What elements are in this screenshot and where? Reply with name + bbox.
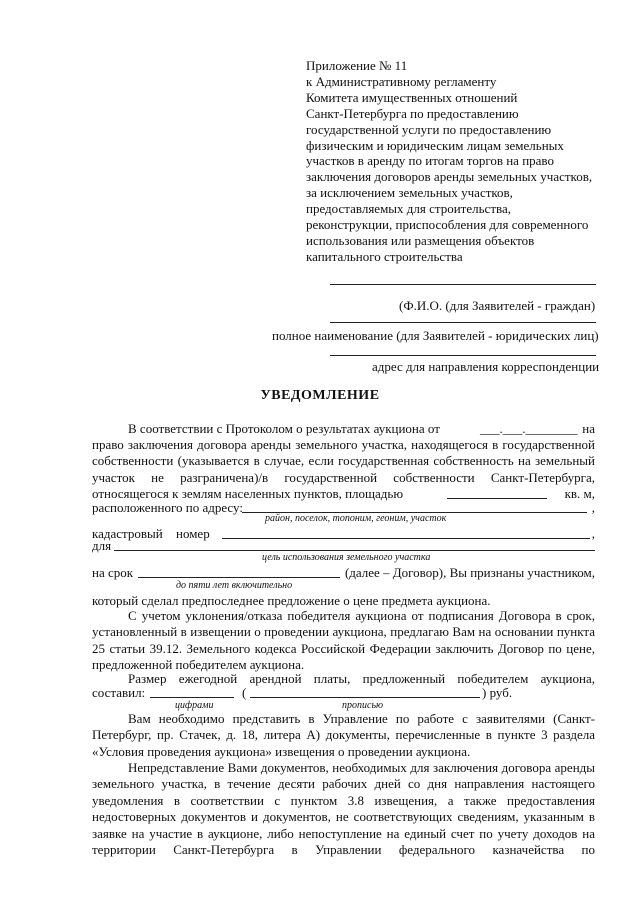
fio-field-line[interactable]	[330, 284, 596, 285]
para5-text: Непредставление Вами документов, необходимых для заключения договора аренды земельного участка, в течение десяти рабочих дней со дня направления настоящего уведомления в соответствии с пунктом 3.8 извещения, а также предоставления недостоверных документов и документов, не соответствующих сведениям, указанным в заявке на участие в аукционе, либо непоступление на единый счет по учету доходов на территории Санкт-Петербурга в Управлении федерального казначейства по	[92, 760, 595, 858]
appendix-line: Санкт-Петербурга по предоставлению	[306, 105, 519, 121]
cadastral-label-2: номер	[176, 526, 210, 541]
rent-words-field[interactable]	[250, 697, 480, 698]
para1-body	[92, 437, 595, 486]
hint-digits: цифрами	[175, 700, 214, 711]
address-label: адрес для направления корреспонденции	[372, 359, 600, 374]
for-label: для	[92, 538, 112, 553]
para4-text: Вам необходимо представить в Управление по работе с заявителями (Санкт-Петербург, пр. Стачек, д. 18, литера А) документы, перечисленные в пункте 3 раздела «Условия проведения аукциона» извещения о проведении аукциона.	[92, 711, 595, 759]
appendix-line: за исключением земельных участков,	[306, 185, 513, 201]
term-field[interactable]	[138, 577, 340, 578]
cadastral-label: кадастровый	[92, 526, 163, 541]
para2-text: С учетом уклонения/отказа победителя аукциона от подписания Договора в срок, установленный в извещении о проведении аукциона, предлагаю Вам на основании пункта 25 статьи 39.12. Земельного кодекса Российской Федерации заключить Договор по цене, предложенной победителем аукциона.	[92, 608, 595, 673]
appendix-line: Комитета имущественных отношений	[306, 89, 518, 105]
appendix-line: к Административному регламенту	[306, 73, 497, 89]
rent-label: составил:	[92, 685, 146, 700]
para1-text: относящегося к землям населенных пунктов, площадью	[92, 486, 404, 501]
term-row	[92, 565, 595, 582]
hint-term: до пяти лет включительно	[176, 580, 293, 591]
rent-text: Размер ежегодной арендной платы, предложенный победителем аукциона,	[128, 671, 595, 686]
org-label: полное наименование (для Заявителей - юридических лиц)	[272, 328, 599, 343]
comma: ,	[591, 526, 595, 541]
para4	[92, 711, 595, 760]
org-field-line[interactable]	[330, 322, 596, 323]
document-title: УВЕДОМЛЕНИЕ	[260, 388, 380, 403]
para1-text: на	[582, 421, 595, 436]
appendix-line: реконструкции, приспособления для современного	[306, 217, 589, 233]
area-field-line[interactable]	[447, 498, 547, 499]
paren-open: (	[242, 685, 247, 700]
appendix-line: физическим и юридическим лицам земельных	[306, 137, 564, 153]
appendix-line: использования или размещения объектов	[306, 232, 535, 248]
para1-line: участок не разграничена)/в государственной собственности Санкт-Петербурга,	[92, 469, 595, 485]
para2	[92, 608, 595, 674]
para1-line: собственности (указывается в случае, если государственная собственность на земельный	[92, 453, 595, 469]
appendix-line: государственной услуги по предоставлению	[306, 121, 552, 137]
para1-line1	[92, 421, 595, 438]
term-text: (далее – Договор), Вы признаны участником,	[344, 565, 595, 580]
para1-text: расположенного по адресу:	[92, 500, 243, 515]
rent-digits-field[interactable]	[150, 697, 234, 698]
appendix-header	[306, 58, 606, 265]
appendix-line: участков в аренду по итогам торгов на право	[306, 153, 554, 169]
address-field-line[interactable]	[330, 355, 596, 356]
appendix-line: Приложение № 11	[306, 58, 408, 73]
para1-line: право заключения договора аренды земельного участка, находящегося в государственной	[92, 437, 595, 452]
appendix-line: капитального строительства	[306, 248, 463, 264]
auction-date-field[interactable]: ___.___.________	[480, 421, 578, 436]
fio-label: (Ф.И.О. (для Заявителей - граждан)	[399, 298, 596, 313]
comma: ,	[591, 500, 595, 515]
paren-close: ) руб.	[482, 685, 513, 700]
area-unit: кв. м,	[564, 486, 595, 501]
hint-address: район, поселок, топоним, геоним, участок	[265, 513, 447, 524]
para5	[92, 760, 595, 858]
para1-text: который сделал предпоследнее предложение о цене предмета аукциона.	[92, 593, 491, 608]
term-label: на срок	[92, 565, 134, 580]
hint-words: прописью	[342, 700, 384, 711]
appendix-line: предоставляемых для строительства,	[306, 201, 511, 217]
appendix-line: заключения договоров аренды земельных участков,	[306, 169, 593, 185]
para1-text: В соответствии с Протоколом о результатах аукциона от	[128, 421, 440, 436]
hint-purpose: цель использования земельного участка	[262, 552, 431, 563]
purpose-field[interactable]	[114, 550, 595, 551]
